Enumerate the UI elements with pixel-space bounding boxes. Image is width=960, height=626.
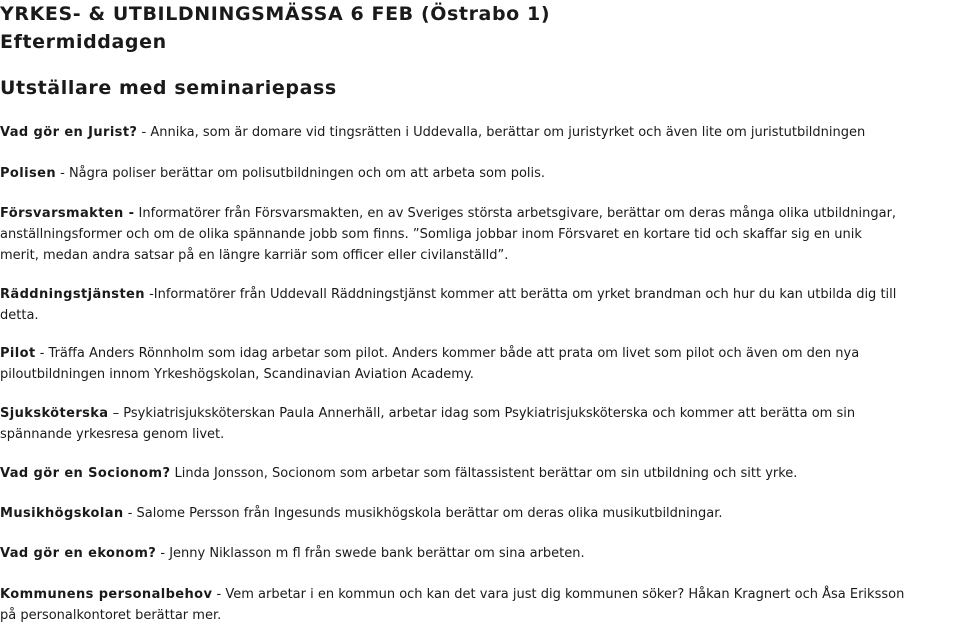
exhibitor-label: Vad gör en Socionom?: [0, 466, 171, 481]
exhibitor-text: - Träffa Anders Rönnholm som idag arbetar som pilot. Anders kommer både att prata om livet som pilot och även om den nya: [35, 346, 860, 361]
exhibitor-jurist: [0, 122, 958, 143]
exhibitor-label: Försvarsmakten -: [0, 206, 135, 221]
exhibitor-text: Informatörer från Försvarsmakten, en av Sveriges största arbetsgivare, berättar om deras många olika utbildningar,: [134, 206, 897, 221]
exhibitor-text: anställningsformer och om de olika spännande jobb som finns. ”Somliga jobbar inom Försvaret en kortare tid och skaffar sig en unik: [0, 227, 862, 242]
section-heading: Utställare med seminariepass: [0, 77, 337, 99]
page-title-session: Eftermiddagen: [0, 31, 167, 53]
exhibitor-text: på personalkontoret berättar mer.: [0, 608, 222, 623]
exhibitor-text: - Jenny Niklasson m fl från swede bank berättar om sina arbeten.: [156, 546, 585, 561]
exhibitor-polisen: [0, 163, 958, 184]
exhibitor-text: – Psykiatrisjuksköterskan Paula Annerhäll, arbetar idag som Psykiatrisjuksköterska och kommer att berätta om sin: [108, 406, 856, 421]
exhibitor-text: - Annika, som är domare vid tingsrätten i Uddevalla, berättar om juristyrket och även lite om juristutbildningen: [137, 125, 866, 140]
exhibitor-raddningstjansten: [0, 284, 958, 326]
exhibitor-label: Räddningstjänsten: [0, 287, 145, 302]
exhibitor-label: Vad gör en ekonom?: [0, 546, 157, 561]
exhibitor-text: -Informatörer från Uddevall Räddningstjänst kommer att berätta om yrket brandman och hur du kan utbilda dig till: [144, 287, 897, 302]
exhibitor-ekonom: [0, 543, 958, 564]
exhibitor-label: Musikhögskolan: [0, 506, 124, 521]
exhibitor-label: Kommunens personalbehov: [0, 587, 213, 602]
exhibitor-text: - Salome Persson från Ingesunds musikhögskola berättar om deras olika musikutbildningar.: [123, 506, 723, 521]
exhibitor-text: Linda Jonsson, Socionom som arbetar som fältassistent berättar om sin utbildning och sitt yrke.: [170, 466, 798, 481]
exhibitor-musikhogskolan: [0, 503, 958, 524]
exhibitor-forsvarsmakten: [0, 203, 958, 266]
exhibitor-text: merit, medan andra satsar på en längre karriär som officer eller civilanställd”.: [0, 248, 509, 263]
exhibitor-label: Sjuksköterska: [0, 406, 109, 421]
exhibitor-socionom: [0, 463, 958, 484]
exhibitor-kommunen: [0, 584, 958, 626]
exhibitor-label: Vad gör en Jurist?: [0, 125, 138, 140]
page-title: YRKES- & UTBILDNINGSMÄSSA 6 FEB (Östrabo 1): [0, 3, 551, 25]
exhibitor-text: - Några poliser berättar om polisutbildningen och om att arbeta som polis.: [55, 166, 546, 181]
exhibitor-sjukskoterska: [0, 403, 958, 445]
exhibitor-text: - Vem arbetar i en kommun och kan det vara just dig kommunen söker? Håkan Kragnert och Åsa Eriksson: [212, 587, 905, 602]
exhibitor-text: detta.: [0, 308, 39, 323]
exhibitor-label: Pilot: [0, 346, 36, 361]
exhibitor-text: spännande yrkesresa genom livet.: [0, 427, 225, 442]
exhibitor-pilot: [0, 343, 958, 385]
exhibitor-text: piloutbildningen innom Yrkeshögskolan, Scandinavian Aviation Academy.: [0, 367, 474, 382]
exhibitor-label: Polisen: [0, 166, 56, 181]
